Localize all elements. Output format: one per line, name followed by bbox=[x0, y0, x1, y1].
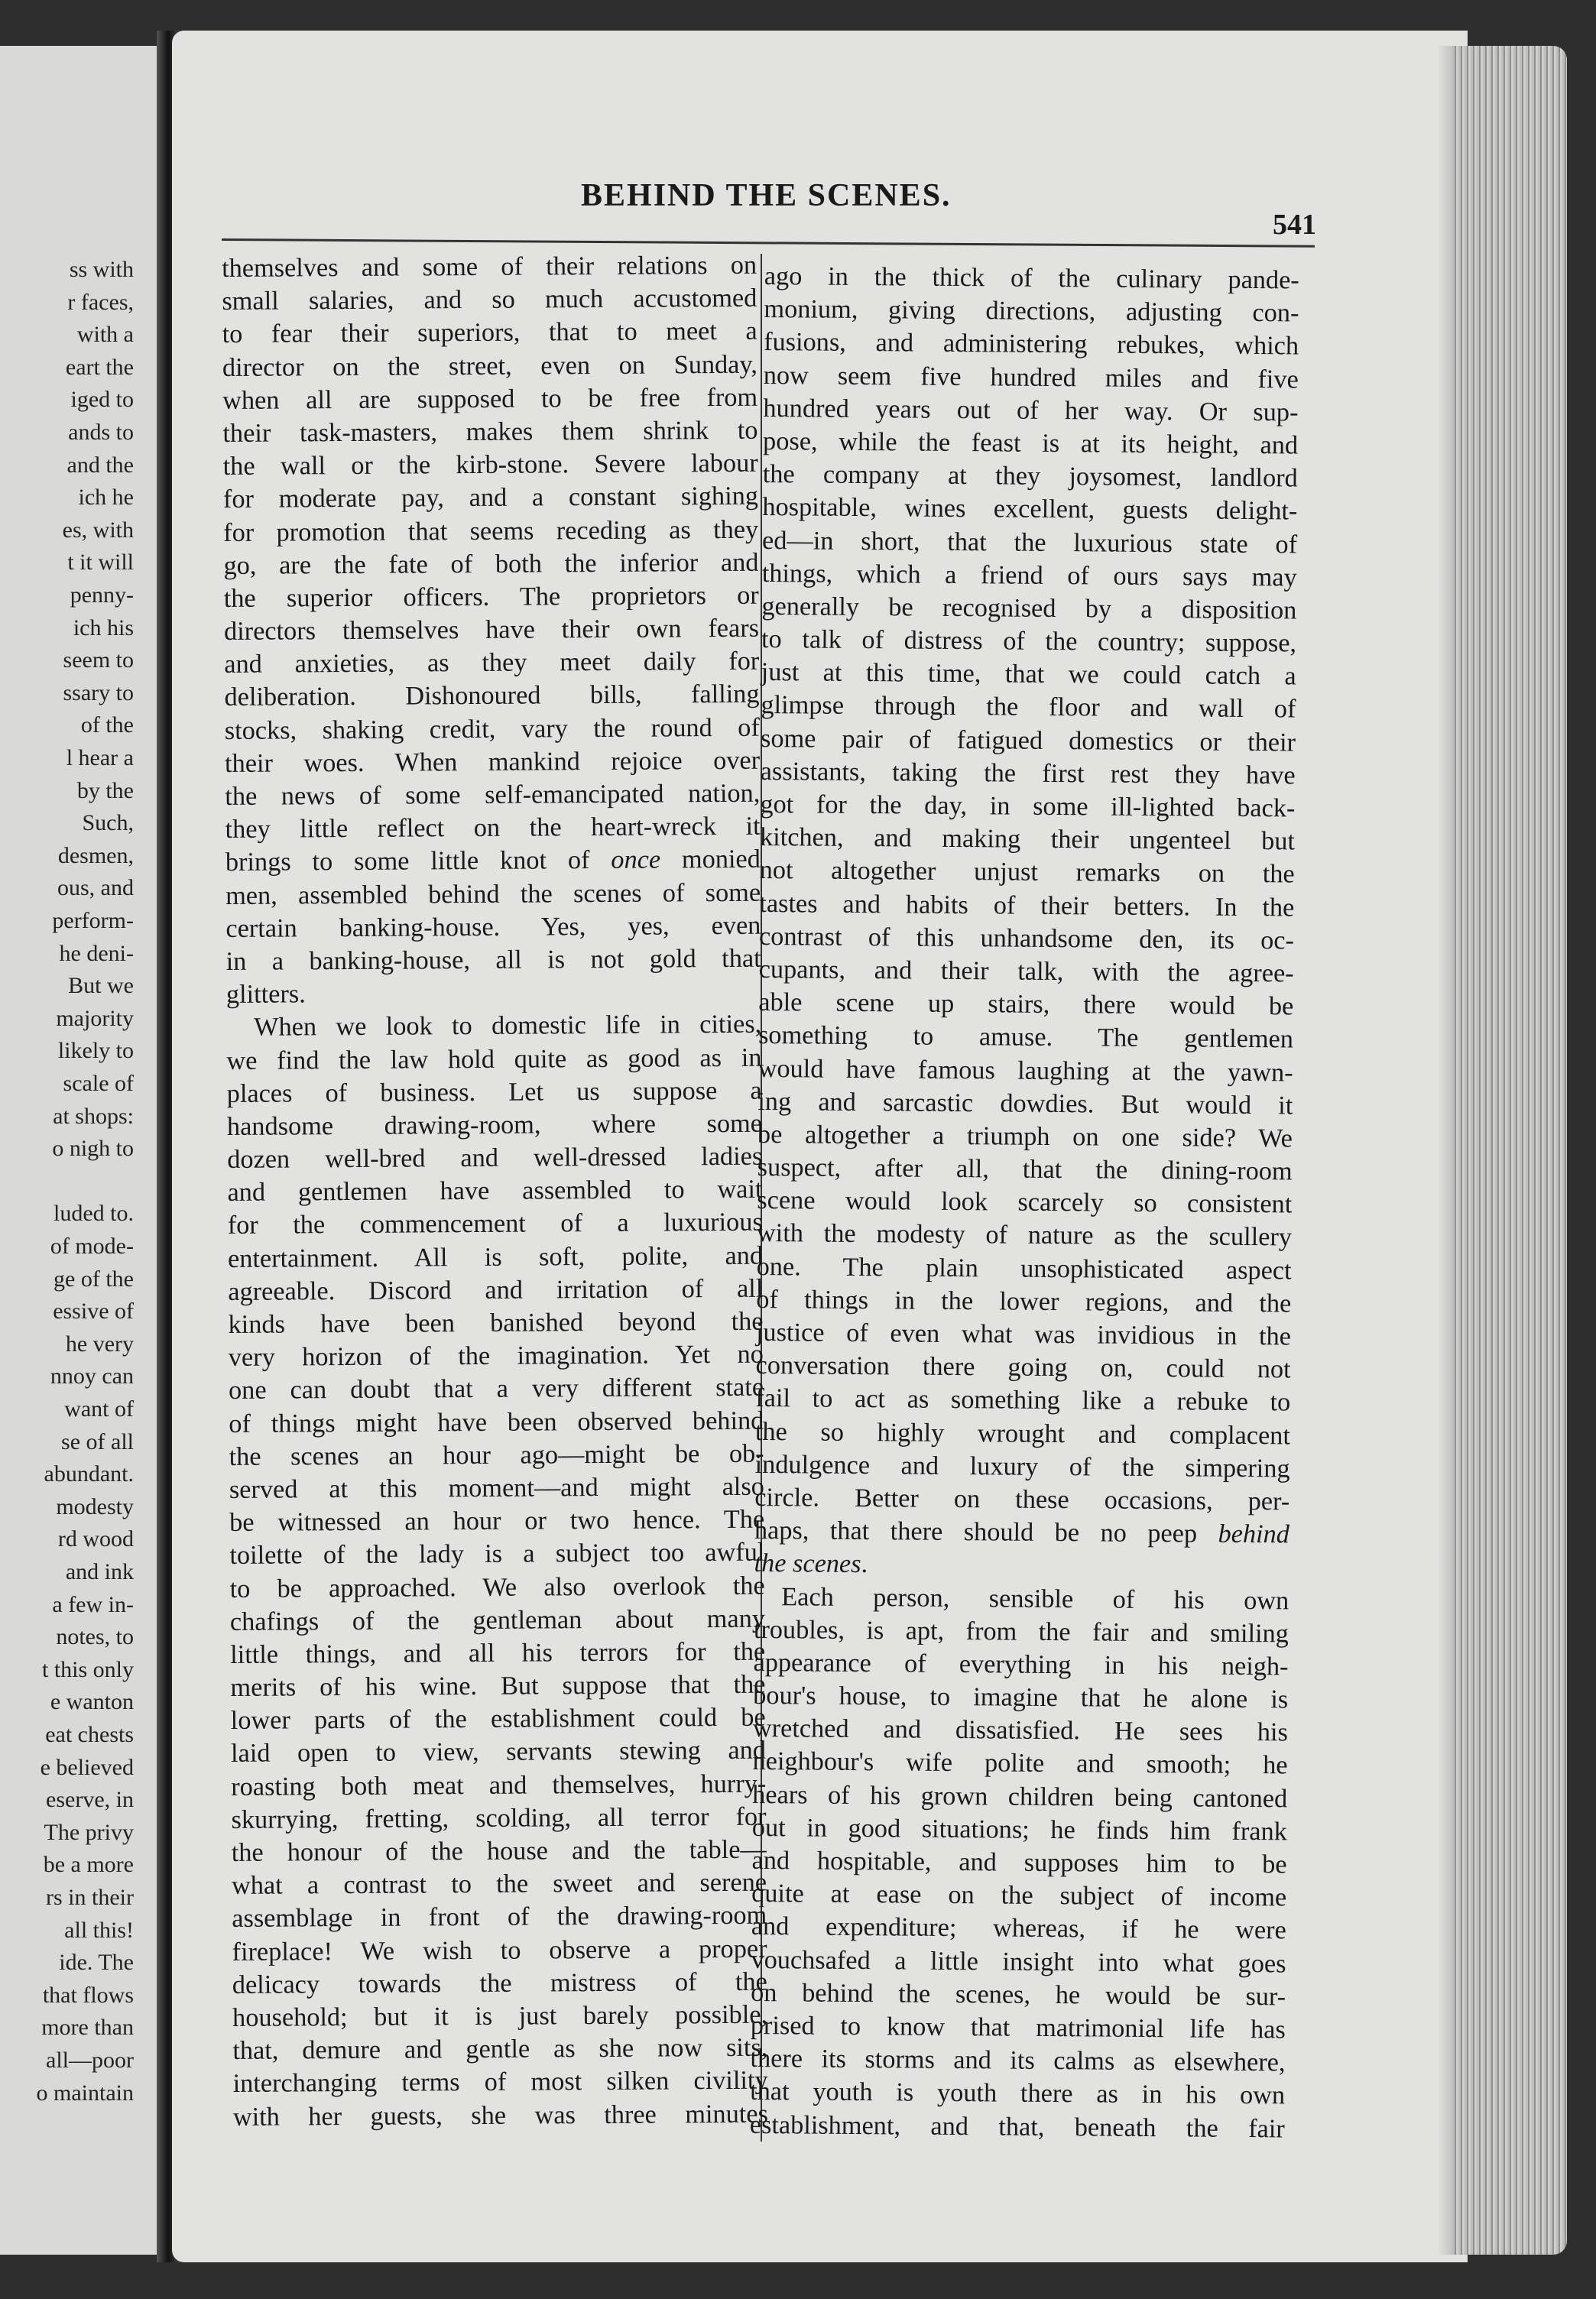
page-block-edge bbox=[1452, 46, 1567, 2255]
text-line: neighbour's wife polite and smooth; he bbox=[752, 1746, 1288, 1780]
left-page-line: more than bbox=[41, 2015, 134, 2041]
left-page-line: abundant. bbox=[44, 1461, 134, 1487]
text-line: entertainment. All is soft, polite, and bbox=[227, 1240, 764, 1273]
left-page-line: he very bbox=[65, 1331, 134, 1357]
text-line: suspect, after all, that the dining-room bbox=[757, 1153, 1293, 1186]
text-line: for moderate pay, and a constant sighing bbox=[222, 482, 759, 514]
text-line: lower parts of the establishment could be bbox=[230, 1702, 766, 1736]
text-line: things, which a friend of ours says may bbox=[761, 558, 1297, 592]
text-line: one can doubt that a very different state bbox=[228, 1373, 764, 1406]
text-line: laid open to view, servants stewing and bbox=[230, 1736, 767, 1769]
text-line: what a contrast to the sweet and serene bbox=[231, 1867, 767, 1901]
left-page-line: luded to. bbox=[54, 1201, 134, 1227]
text-line: fusions, and administering rebukes, which bbox=[764, 327, 1299, 361]
left-page-line: by the bbox=[76, 777, 134, 803]
text-line: very horizon of the imagination. Yet no bbox=[228, 1339, 764, 1373]
text-line: circle. Better on these occasions, per- bbox=[754, 1482, 1290, 1516]
text-line: able scene up stairs, there would be bbox=[758, 987, 1294, 1021]
text-line: ing and sarcastic dowdies. But would it bbox=[757, 1086, 1293, 1120]
text-line: one. The plain unsophisticated aspect bbox=[756, 1251, 1292, 1286]
text-line: assemblage in front of the drawing-room bbox=[232, 1901, 767, 1934]
text-line: and gentlemen have assembled to wait bbox=[227, 1174, 763, 1208]
left-page-line: t this only bbox=[41, 1656, 134, 1682]
text-line: the wall or the kirb-stone. Severe labour bbox=[222, 448, 758, 482]
left-page-line: But we bbox=[68, 973, 134, 999]
text-line: just at this time, that we could catch a bbox=[761, 657, 1296, 691]
text-line: small salaries, and so much accustomed bbox=[222, 283, 757, 316]
text-line: we find the law hold quite as good as in bbox=[226, 1042, 762, 1075]
text-line: tastes and habits of their betters. In the bbox=[759, 888, 1295, 923]
text-line: bour's house, to imagine that he alone is bbox=[753, 1681, 1289, 1714]
text-column-right bbox=[750, 260, 1299, 2145]
left-page-line: and the bbox=[66, 452, 134, 478]
text-line: that youth is youth there as in his own bbox=[750, 2077, 1286, 2110]
left-page-line: be a more bbox=[43, 1852, 134, 1878]
text-line: cupants, and their talk, with the agree- bbox=[758, 954, 1294, 988]
text-line: to fear their superiors, that to meet a bbox=[222, 316, 757, 349]
text-line: for the commencement of a luxurious bbox=[227, 1208, 763, 1240]
text-line: the company at they joysomest, landlord bbox=[762, 459, 1298, 493]
left-page-line: e believed bbox=[40, 1754, 134, 1780]
left-page-line: desmen, bbox=[57, 842, 134, 868]
text-line: they little reflect on the heart-wreck it bbox=[225, 811, 761, 845]
text-line: kinds have been banished beyond the bbox=[228, 1306, 764, 1339]
left-page-line: want of bbox=[64, 1396, 134, 1422]
text-line: that, demure and gentle as she now sits, bbox=[232, 2032, 768, 2066]
text-line: ago in the thick of the culinary pande- bbox=[764, 261, 1299, 295]
text-line: the so highly wrought and complacent bbox=[754, 1416, 1291, 1451]
text-line: appearance of everything in his neigh- bbox=[753, 1647, 1289, 1681]
left-page-line: e wanton bbox=[50, 1689, 134, 1715]
text-line: with her guests, she was three minutes bbox=[232, 2099, 769, 2132]
text-line: interchanging terms of most silken civility bbox=[232, 2065, 768, 2099]
text-line: wretched and dissatisfied. He sees his bbox=[752, 1714, 1289, 1747]
text-line: to talk of distress of the country; suppose, bbox=[761, 624, 1297, 658]
text-line: there its storms and its calms as elsewhere, bbox=[750, 2044, 1286, 2077]
text-line: and anxieties, as they meet daily for bbox=[224, 646, 760, 679]
left-page-line: at shops: bbox=[53, 1103, 134, 1129]
text-line: brings to some little knot of once monied bbox=[225, 845, 761, 877]
left-page-line: rs in their bbox=[46, 1885, 134, 1910]
text-line: generally be recognised by a disposition bbox=[761, 591, 1297, 625]
text-line: hospitable, wines excellent, guests delight- bbox=[762, 492, 1298, 526]
text-line: be altogether a triumph on one side? We bbox=[757, 1119, 1293, 1153]
text-line: glimpse through the floor and wall of bbox=[761, 690, 1296, 724]
text-line: directors themselves have their own fears bbox=[223, 613, 760, 647]
text-line: director on the street, even on Sunday, bbox=[222, 349, 758, 382]
text-line: in a banking-house, all is not gold that bbox=[225, 943, 761, 976]
left-page-line: with a bbox=[76, 322, 134, 348]
left-page-line: t it will bbox=[67, 550, 134, 576]
left-page-line: seem to bbox=[63, 647, 134, 673]
text-line: toilette of the lady is a subject too awful bbox=[229, 1538, 765, 1571]
left-page-line: a few in- bbox=[52, 1591, 134, 1617]
text-line: dozen well-bred and well-dressed ladies bbox=[227, 1141, 763, 1175]
text-line: pose, while the feast is at its height, and bbox=[762, 426, 1299, 460]
text-line: skurrying, fretting, scolding, all terror for bbox=[231, 1801, 767, 1834]
left-page-line: ss with bbox=[69, 257, 134, 282]
text-line: vouchsafed a little insight into what goes bbox=[751, 1944, 1286, 1978]
text-line: men, assembled behind the scenes of some bbox=[225, 877, 761, 910]
text-line: glitters. bbox=[225, 979, 306, 1010]
left-page-line: nnoy can bbox=[50, 1364, 134, 1389]
text-line: troubles, is apt, from the fair and smiling bbox=[753, 1614, 1289, 1649]
left-page-line: o nigh to bbox=[52, 1136, 134, 1162]
text-line: contrast of this unhandsome den, its oc- bbox=[758, 921, 1295, 955]
left-page-line: es, with bbox=[62, 517, 134, 543]
text-line: their task-masters, makes them shrink to bbox=[222, 415, 758, 448]
left-page-line: likely to bbox=[57, 1038, 134, 1064]
left-page-line: perform- bbox=[52, 908, 134, 933]
text-line: something to amuse. The gentlemen bbox=[757, 1020, 1294, 1054]
text-line: scene would look scarcely so consistent bbox=[757, 1185, 1293, 1219]
text-line: When we look to domestic life in cities, bbox=[254, 1010, 762, 1042]
left-page-fragment bbox=[0, 46, 157, 2255]
text-column-left bbox=[222, 249, 768, 2134]
left-page-line: r faces, bbox=[67, 289, 134, 315]
text-line: the scenes. bbox=[754, 1548, 868, 1579]
left-page-line: The privy bbox=[44, 1819, 134, 1845]
text-line: hears of his grown children being cantoned bbox=[752, 1779, 1288, 1814]
left-page-line: se of all bbox=[61, 1428, 134, 1454]
text-line: agreeable. Discord and irritation of all bbox=[228, 1273, 764, 1306]
text-line: be witnessed an hour or two hence. The bbox=[229, 1504, 765, 1538]
text-line: on behind the scenes, he would be sur- bbox=[751, 1977, 1286, 2012]
text-line: with the modesty of nature as the scullery bbox=[756, 1218, 1293, 1252]
text-line: the news of some self-emancipated nation, bbox=[225, 778, 761, 811]
text-line: of things might have been observed behind bbox=[229, 1406, 764, 1438]
text-line: of things in the lower regions, and the bbox=[756, 1284, 1292, 1318]
left-page-line: he deni- bbox=[59, 940, 134, 966]
left-page-line: l hear a bbox=[66, 745, 134, 770]
left-page-line: scale of bbox=[63, 1071, 134, 1096]
text-line: little things, and all his terrors for the bbox=[230, 1636, 766, 1669]
left-page-line: of mode- bbox=[50, 1234, 134, 1259]
text-line: got for the day, in some ill-lighted back- bbox=[760, 789, 1296, 823]
text-line: not altogether unjust remarks on the bbox=[759, 855, 1295, 889]
text-line: delicacy towards the mistress of the bbox=[232, 1967, 767, 1999]
left-page-line: ssary to bbox=[63, 679, 134, 705]
text-line: for promotion that seems receding as they bbox=[223, 514, 759, 547]
text-line: certain banking-house. Yes, yes, even bbox=[225, 910, 761, 943]
text-line: go, are the fate of both the inferior and bbox=[223, 547, 759, 580]
text-line: assistants, taking the first rest they have bbox=[760, 756, 1296, 790]
text-line: would have famous laughing at the yawn- bbox=[757, 1053, 1293, 1087]
text-line: themselves and some of their relations on bbox=[222, 250, 757, 283]
left-page-line: penny- bbox=[70, 582, 134, 608]
text-line: deliberation. Dishonoured bills, falling bbox=[224, 679, 760, 712]
text-line: indulgence and luxury of the simpering bbox=[754, 1449, 1290, 1483]
left-page-line: modesty bbox=[56, 1493, 134, 1519]
text-line: monium, giving directions, adjusting con- bbox=[764, 294, 1299, 328]
left-page-line: majority bbox=[56, 1005, 134, 1031]
text-line: Each person, sensible of his own bbox=[781, 1581, 1289, 1615]
text-line: stocks, shaking credit, vary the round of bbox=[224, 712, 760, 745]
text-line: conversation there going on, could not bbox=[755, 1351, 1291, 1384]
left-page-line: eart the bbox=[65, 354, 134, 380]
text-line: fail to act as something like a rebuke to bbox=[755, 1383, 1291, 1417]
left-page-line: ich he bbox=[78, 485, 134, 511]
text-line: merits of his wine. But suppose that the bbox=[230, 1669, 766, 1703]
left-page-line: eserve, in bbox=[46, 1787, 134, 1813]
left-page-line: Such, bbox=[82, 810, 134, 836]
left-page-line: essive of bbox=[53, 1299, 134, 1325]
text-line: the scenes an hour ago—might be ob- bbox=[229, 1438, 764, 1471]
left-page-line: ous, and bbox=[57, 875, 134, 901]
text-line: served at this moment—and might also bbox=[229, 1471, 764, 1504]
left-page-line: all—poor bbox=[46, 2048, 134, 2073]
left-page-line: ands to bbox=[68, 420, 134, 445]
left-page-line: eat chests bbox=[45, 1722, 134, 1747]
text-line: quite at ease on the subject of income bbox=[751, 1879, 1287, 1912]
text-line: establishment, and that, beneath the fair bbox=[749, 2109, 1285, 2143]
text-line: hundred years out of her way. Or sup- bbox=[763, 393, 1299, 427]
left-page-line: notes, to bbox=[56, 1624, 134, 1650]
left-page-line: ge of the bbox=[54, 1266, 134, 1292]
text-line: prised to know that matrimonial life has bbox=[750, 2010, 1286, 2044]
text-line: when all are supposed to be free from bbox=[222, 382, 758, 415]
text-line: ed—in short, that the luxurious state of bbox=[761, 525, 1298, 559]
text-line: their woes. When mankind rejoice over bbox=[224, 745, 761, 778]
text-line: and hospitable, and supposes him to be bbox=[751, 1845, 1287, 1879]
left-page-line: iged to bbox=[70, 387, 134, 413]
page-number: 541 bbox=[1273, 209, 1316, 241]
text-line: the superior officers. The proprietors or bbox=[223, 580, 759, 613]
text-line: haps, that there should be no peep behind bbox=[754, 1516, 1290, 1549]
text-line: kitchen, and making their ungenteel but bbox=[759, 822, 1296, 856]
text-line: to be approached. We also overlook the bbox=[229, 1571, 765, 1603]
text-line: out in good situations; he finds him frank bbox=[751, 1812, 1288, 1847]
text-line: now seem five hundred miles and five bbox=[763, 360, 1299, 394]
left-page-line: all this! bbox=[64, 1917, 134, 1943]
text-line: and expenditure; whereas, if he were bbox=[751, 1912, 1287, 1945]
left-page-line: of the bbox=[80, 712, 134, 738]
left-page-line: ide. The bbox=[59, 1950, 134, 1976]
text-line: roasting both meat and themselves, hurry- bbox=[231, 1769, 767, 1801]
text-line: handsome drawing-room, where some bbox=[226, 1108, 763, 1141]
text-line: chafings of the gentleman about many bbox=[229, 1603, 766, 1636]
text-line: household; but it is just barely possible, bbox=[232, 1999, 768, 2032]
left-page-line: that flows bbox=[42, 1982, 134, 2008]
text-line: the honour of the house and the table— bbox=[231, 1834, 767, 1867]
left-page-line: rd wood bbox=[57, 1526, 134, 1552]
left-page-line: and ink bbox=[65, 1559, 134, 1584]
text-line: some pair of fatigued domestics or their bbox=[760, 723, 1296, 757]
text-line: fireplace! We wish to observe a proper bbox=[232, 1934, 767, 1967]
left-page-line: ich his bbox=[73, 614, 134, 640]
left-page-line: o maintain bbox=[36, 2080, 134, 2106]
running-head: BEHIND THE SCENES. bbox=[581, 178, 952, 213]
text-line: justice of even what was invidious in the bbox=[755, 1317, 1292, 1351]
text-line: places of business. Let us suppose a bbox=[226, 1075, 762, 1108]
